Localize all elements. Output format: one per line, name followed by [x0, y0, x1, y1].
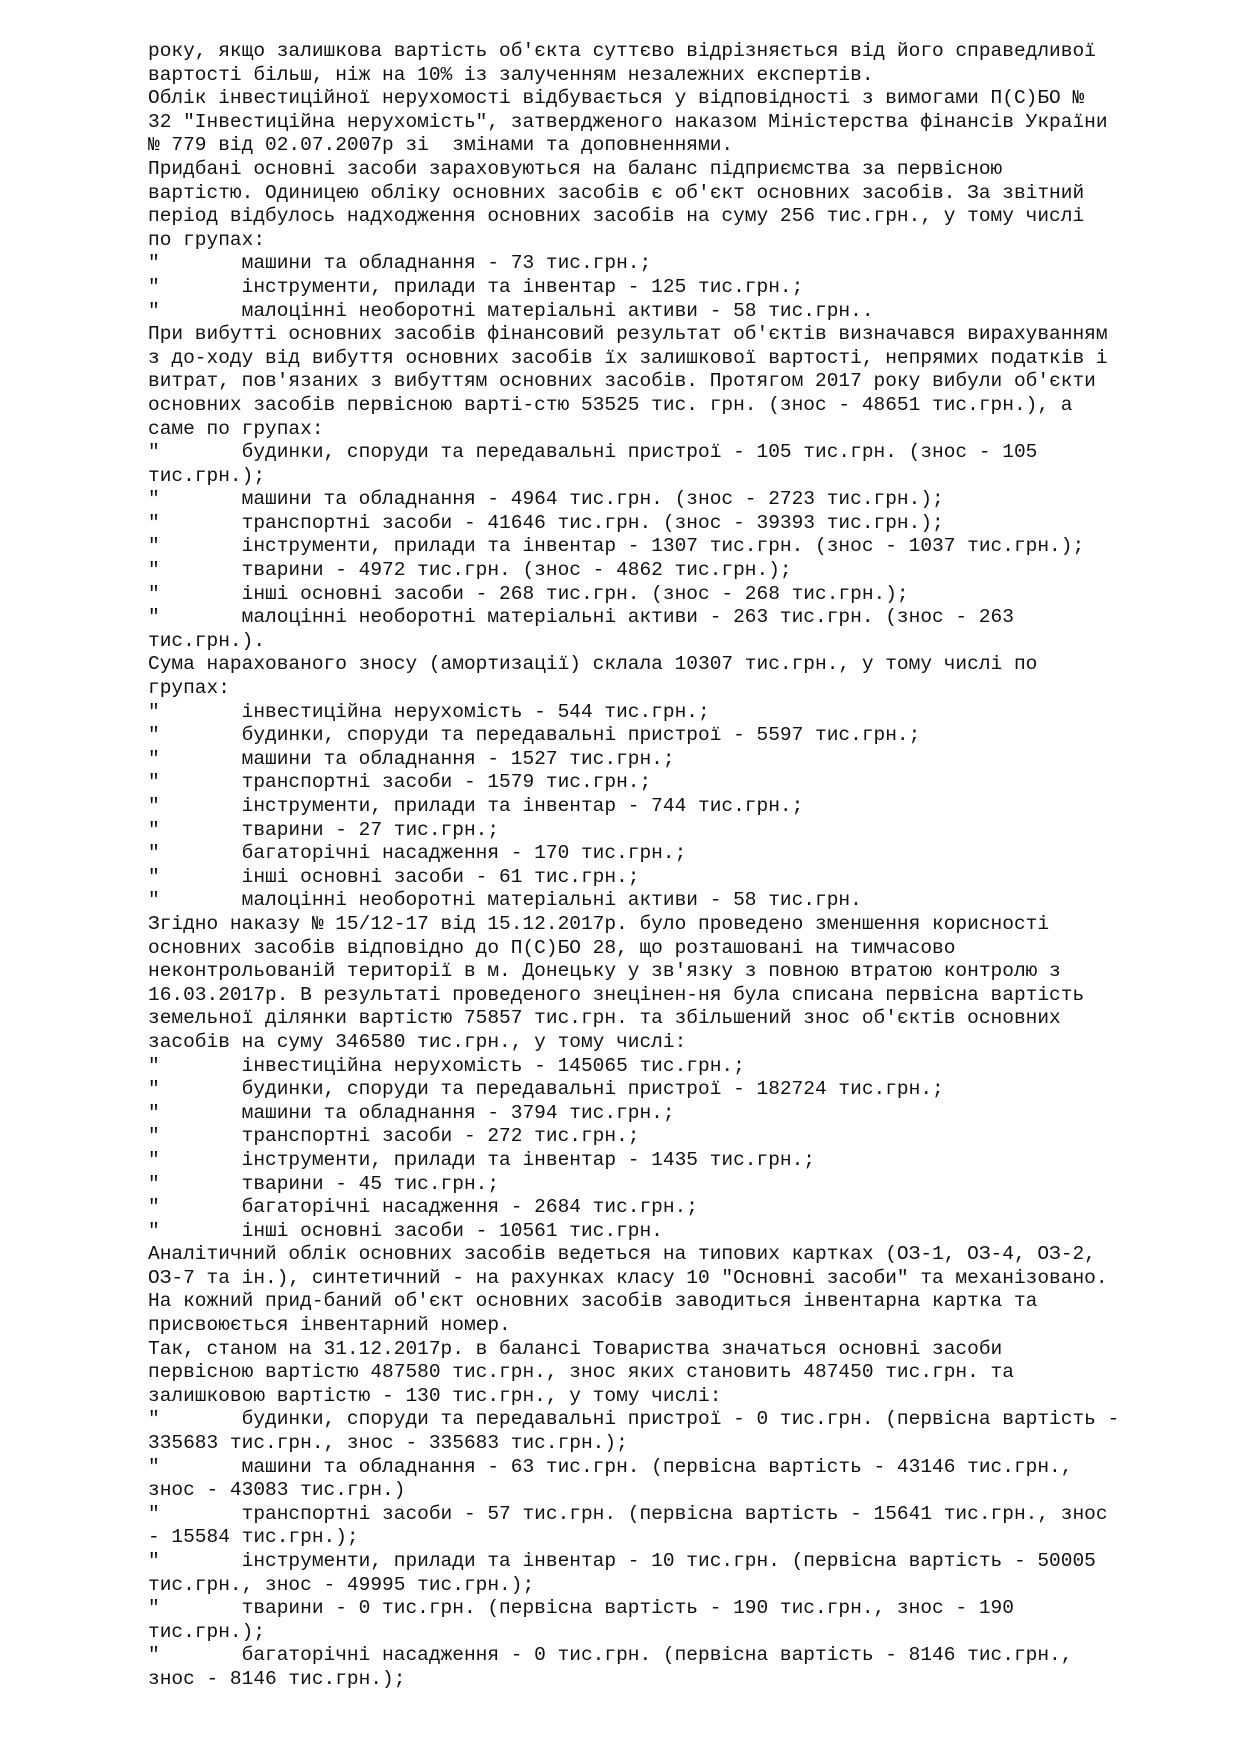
list-item: " малоцінні необоротні матеріальні активи - 263 тис.грн. (знос - 263: [148, 606, 1014, 629]
list-item: " тварини - 4972 тис.грн. (знос - 4862 тис.грн.);: [148, 559, 792, 582]
text-line: неконтрольованій території в м. Донецьку у зв'язку з повною втратою контролю з: [148, 960, 1061, 983]
list-item: " транспортні засоби - 41646 тис.грн. (знос - 39393 тис.грн.);: [148, 511, 944, 534]
list-item: " будинки, споруди та передавальні пристрої - 182724 тис.грн.;: [148, 1078, 944, 1101]
text-line: № 779 від 02.07.2007р зі змінами та доповненнями.: [148, 134, 734, 157]
list-item: " будинки, споруди та передавальні пристрої - 105 тис.грн. (знос - 105: [148, 441, 1038, 464]
text-line: знос - 43083 тис.грн.): [148, 1479, 406, 1502]
text-line: Згідно наказу № 15/12-17 від 15.12.2017р. було проведено зменшення корисності: [148, 912, 1050, 935]
text-line: основних засобів відповідно до П(С)БО 28, що розташовані на тимчасово: [148, 936, 956, 959]
list-item: " інструменти, прилади та інвентар - 125 тис.грн.;: [148, 275, 804, 298]
text-line: - 15584 тис.грн.);: [148, 1526, 359, 1549]
text-line: тис.грн., знос - 49995 тис.грн.);: [148, 1573, 535, 1596]
text-line: Придбані основні засоби зараховуються на баланс підприємства за первісною: [148, 157, 1003, 180]
list-item: " транспортні засоби - 272 тис.грн.;: [148, 1125, 640, 1148]
text-line: Облік інвестиційної нерухомості відбувається у відповідності з вимогами П(С)БО №: [148, 87, 1085, 110]
list-item: " машини та обладнання - 73 тис.грн.;: [148, 252, 652, 275]
list-item: " транспортні засоби - 1579 тис.грн.;: [148, 771, 652, 794]
list-item: " інструменти, прилади та інвентар - 744 тис.грн.;: [148, 795, 804, 817]
list-item: " машини та обладнання - 1527 тис.грн.;: [148, 747, 675, 770]
list-item: " машини та обладнання - 3794 тис.грн.;: [148, 1101, 675, 1124]
list-item: " малоцінні необоротні матеріальні активи - 58 тис.грн..: [148, 299, 874, 322]
list-item: " багаторічні насадження - 170 тис.грн.;: [148, 842, 687, 865]
text-line: з до-ходу від вибуття основних засобів їх залишкової вартості, непрямих податків і: [148, 346, 1108, 369]
list-item: " інструменти, прилади та інвентар - 1307 тис.грн. (знос - 1037 тис.грн.);: [148, 535, 1085, 558]
list-item: " інструменти, прилади та інвентар - 1435 тис.грн.;: [148, 1148, 816, 1171]
list-item: " будинки, споруди та передавальні пристрої - 5597 тис.грн.;: [148, 724, 921, 747]
text-line: 32 "Інвестиційна нерухомість", затвердженого наказом Міністерства фінансів України: [148, 110, 1108, 133]
list-item: " багаторічні насадження - 2684 тис.грн.;: [148, 1196, 698, 1219]
list-item: " машини та обладнання - 4964 тис.грн. (знос - 2723 тис.грн.);: [148, 488, 944, 511]
list-item: " інвестиційна нерухомість - 544 тис.грн.;: [148, 700, 710, 723]
text-line: Сума нарахованого зносу (амортизації) склала 10307 тис.грн., у тому числі по: [148, 653, 1038, 676]
text-line: залишковою вартістю - 130 тис.грн., у тому числі:: [148, 1384, 722, 1407]
list-item: " інші основні засоби - 61 тис.грн.;: [148, 865, 640, 888]
text-line: по групах:: [148, 228, 266, 251]
text-line: первісною вартістю 487580 тис.грн., знос яких становить 487450 тис.грн. та: [148, 1361, 1014, 1384]
text-line: Так, станом на 31.12.2017р. в балансі Товариства значаться основні засоби: [148, 1337, 1003, 1360]
document-page: [148, 40, 1208, 1692]
text-line: 335683 тис.грн., знос - 335683 тис.грн.);: [148, 1432, 628, 1455]
list-item: " транспортні засоби - 57 тис.грн. (первісна вартість - 15641 тис.грн., знос: [148, 1502, 1108, 1525]
text-line: період відбулось надходження основних засобів на суму 256 тис.грн., у тому числі: [148, 205, 1085, 228]
list-item: " будинки, споруди та передавальні пристрої - 0 тис.грн. (первісна вартість -: [148, 1408, 1120, 1431]
text-line: групах:: [148, 677, 230, 700]
list-item: " інші основні засоби - 268 тис.грн. (знос - 268 тис.грн.);: [148, 582, 909, 605]
text-line: витрат, пов'язаних з вибуттям основних засобів. Протягом 2017 року вибули об'єкти: [148, 370, 1096, 393]
text-line: року, якщо залишкова вартість об'єкта суттєво відрізняється від його справедливої: [148, 40, 1096, 62]
text-line: вартістю. Одиницею обліку основних засобів є об'єкт основних засобів. За звітний: [148, 181, 1085, 204]
text-line: тис.грн.).: [148, 629, 266, 652]
text-line: вартості більш, ніж на 10% із залученням незалежних експертів.: [148, 63, 874, 86]
list-item: " інші основні засоби - 10561 тис.грн.: [148, 1219, 663, 1242]
text-line: тис.грн.);: [148, 1620, 266, 1643]
text-line: присвоюється інвентарний номер.: [148, 1314, 511, 1337]
list-item: " багаторічні насадження - 0 тис.грн. (первісна вартість - 8146 тис.грн.,: [148, 1644, 1073, 1667]
text-line: На кожний прид-баний об'єкт основних засобів заводиться інвентарна картка та: [148, 1290, 1038, 1313]
list-item: " машини та обладнання - 63 тис.грн. (первісна вартість - 43146 тис.грн.,: [148, 1455, 1073, 1478]
text-line: знос - 8146 тис.грн.);: [148, 1667, 406, 1690]
text-line: ОЗ-7 та ін.), синтетичний - на рахунках класу 10 "Основні засоби" та механізовано.: [148, 1266, 1108, 1289]
list-item: " тварини - 0 тис.грн. (первісна вартість - 190 тис.грн., знос - 190: [148, 1597, 1014, 1620]
list-item: " тварини - 27 тис.грн.;: [148, 818, 500, 841]
text-line: основних засобів первісною варті-стю 53525 тис. грн. (знос - 48651 тис.грн.), а: [148, 393, 1073, 416]
text-line: 16.03.2017р. В результаті проведеного знецінен-ня була списана первісна вартість: [148, 983, 1085, 1006]
list-item: " тварини - 45 тис.грн.;: [148, 1172, 500, 1195]
list-item: " малоцінні необоротні матеріальні активи - 58 тис.грн.: [148, 889, 862, 912]
text-line: саме по групах:: [148, 417, 324, 440]
text-line: засобів на суму 346580 тис.грн., у тому числі:: [148, 1030, 687, 1053]
text-line: тис.грн.);: [148, 464, 266, 487]
text-line: земельної ділянки вартістю 75857 тис.грн. та збільшений знос об'єктів основних: [148, 1007, 1061, 1030]
text-line: При вибутті основних засобів фінансовий результат об'єктів визначався вирахуванням: [148, 323, 1108, 346]
list-item: " інструменти, прилади та інвентар - 10 тис.грн. (первісна вартість - 50005: [148, 1550, 1096, 1572]
text-line: Аналітичний облік основних засобів ведеться на типових картках (ОЗ-1, ОЗ-4, ОЗ-2,: [148, 1243, 1096, 1266]
list-item: " інвестиційна нерухомість - 145065 тис.грн.;: [148, 1054, 745, 1077]
